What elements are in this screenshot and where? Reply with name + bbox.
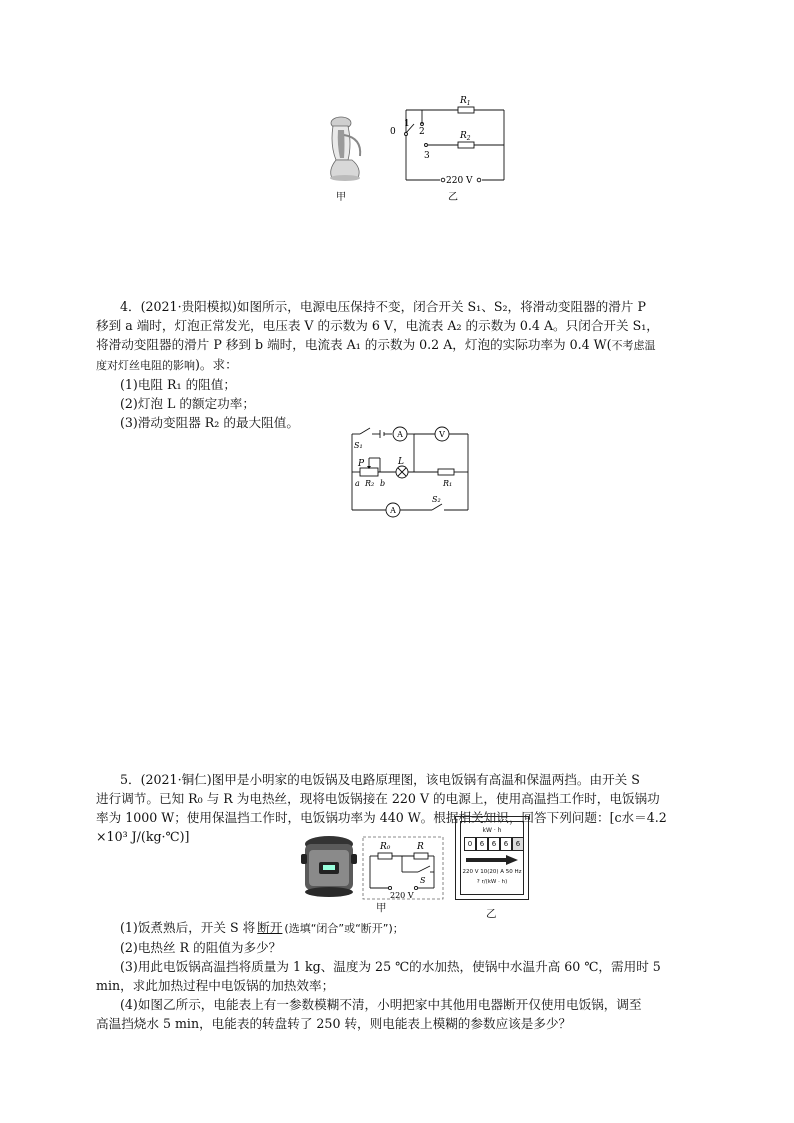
- svg-text:2: 2: [419, 127, 425, 137]
- q5-subquestions: [96, 918, 700, 1033]
- q4-stem-line-2: 移到 a 端时，灯泡正常发光，电压表 V 的示数为 6 V，电流表 A₂ 的示数为 0.4 A。只闭合开关 S₁，: [96, 318, 659, 333]
- q5-stem-line-3: 率为 1000 W；使用保温挡工作时，电饭锅功率为 440 W。根据相关知识，回答下列问题：[c水＝4.2: [96, 810, 667, 825]
- q5-sub-4-line-2: 高温挡烧水 5 min，电能表的转盘转了 250 转，则电能表上模糊的参数应该是多少？: [96, 1016, 572, 1031]
- svg-text:R2: $R_2$: [460, 131, 471, 142]
- meter-unit: kW · h: [482, 827, 502, 834]
- q5-stem-line-1: 5．(2021·铜仁)图甲是小明家的电饭锅及电路原理图，该电饭锅有高温和保温两挡。由开关 S: [120, 772, 640, 787]
- q5-stem-line-4: ×10³ J/(kg·℃)]: [96, 829, 190, 844]
- svg-text:R₂: R₂: [365, 479, 375, 488]
- q5-sub-4-line-1: (4)如图乙所示，电能表上有一参数模糊不清，小明把家中其他用电器断开仅使用电饭锅，调至: [120, 997, 642, 1012]
- q5-sub-1: (1)饭煮熟后，开关 S 将 断开 (选填“闭合”或“断开”)；: [120, 920, 404, 935]
- svg-text:220 V: 220 V: [390, 891, 414, 900]
- svg-text:P: P: [358, 459, 365, 469]
- q5-sub-3-line-1: (3)用此电饭锅高温挡将质量为 1 kg、温度为 25 ℃的水加热，使锅中水温升高 60 ℃，需用时 5: [120, 959, 661, 974]
- steamer-image: [330, 117, 360, 181]
- svg-text:A: A: [397, 430, 403, 439]
- svg-text:R₀: R₀: [380, 842, 391, 852]
- svg-text:a: a: [355, 479, 360, 488]
- svg-text:R1: $R_1$: [460, 96, 471, 107]
- question-5: [96, 770, 700, 846]
- meter-digits: 0 6 6 6 6: [464, 837, 524, 851]
- q4-sub-2: (2)灯泡 L 的额定功率；: [120, 396, 255, 411]
- meter-rev: ? r/(kW · h): [476, 879, 508, 885]
- fig-top-caption-right: 乙: [448, 192, 458, 203]
- electric-meter: [455, 816, 529, 900]
- svg-text:R₁: R₁: [443, 479, 453, 488]
- q5-fig-caption-right: 乙: [486, 908, 497, 920]
- svg-text:S: S: [420, 876, 426, 885]
- q4-circuit-diagram: [340, 422, 480, 522]
- q4-sub-3: (3)滑动变阻器 R₂ 的最大阻值。: [120, 415, 299, 430]
- q5-stem-line-2: 进行调节。已知 R₀ 与 R 为电热丝，现将电饭锅接在 220 V 的电源上，使用高温挡工作时，电饭锅功: [96, 791, 660, 806]
- q5-sub-2: (2)电热丝 R 的阻值为多少？: [120, 940, 282, 955]
- svg-text:0: 0: [390, 127, 396, 137]
- question-4: [96, 297, 700, 432]
- q5-sub1-answer: 断开: [257, 920, 283, 935]
- svg-text:3: 3: [424, 151, 430, 161]
- meter-disc-arrow-icon: [466, 855, 518, 865]
- q5-fig-caption-left: 甲: [376, 902, 387, 914]
- q5-sub-3-line-2: min，求此加热过程中电饭锅的加热效率；: [96, 978, 335, 993]
- svg-text:L: L: [398, 457, 404, 467]
- svg-text:V: V: [439, 430, 445, 439]
- svg-text:S₁: S₁: [354, 441, 363, 450]
- fig-top-caption-left: 甲: [336, 192, 346, 203]
- q5-circuit-diagram: [362, 836, 444, 902]
- meter-spec: 220 V 10(20) A 50 Hz: [462, 869, 522, 875]
- svg-text:1: 1: [404, 119, 410, 129]
- q4-sub-1: (1)电阻 R₁ 的阻值；: [120, 377, 236, 392]
- steamer-circuit: [405, 107, 505, 182]
- q4-stem-line-1: 4．(2021·贵阳模拟)如图所示，电源电压保持不变，闭合开关 S₁、S₂，将滑动变阻器的滑片 P: [120, 299, 646, 314]
- steamer-figure: [318, 90, 518, 210]
- svg-text:A: A: [390, 506, 396, 515]
- svg-text:R: R: [417, 842, 424, 852]
- q4-stem-line-3: 将滑动变阻器的滑片 P 移到 b 端时，电流表 A₁ 的示数为 0.2 A，灯泡的实际功率为 0.4 W(不考虑温: [96, 337, 656, 352]
- q4-stem-line-4: 度对灯丝电阻的影响)。求：: [96, 357, 238, 372]
- svg-text:S₂: S₂: [432, 495, 441, 504]
- rice-cooker-image: [297, 832, 361, 910]
- svg-text:220 V: 220 V: [446, 176, 473, 186]
- svg-text:b: b: [380, 479, 386, 488]
